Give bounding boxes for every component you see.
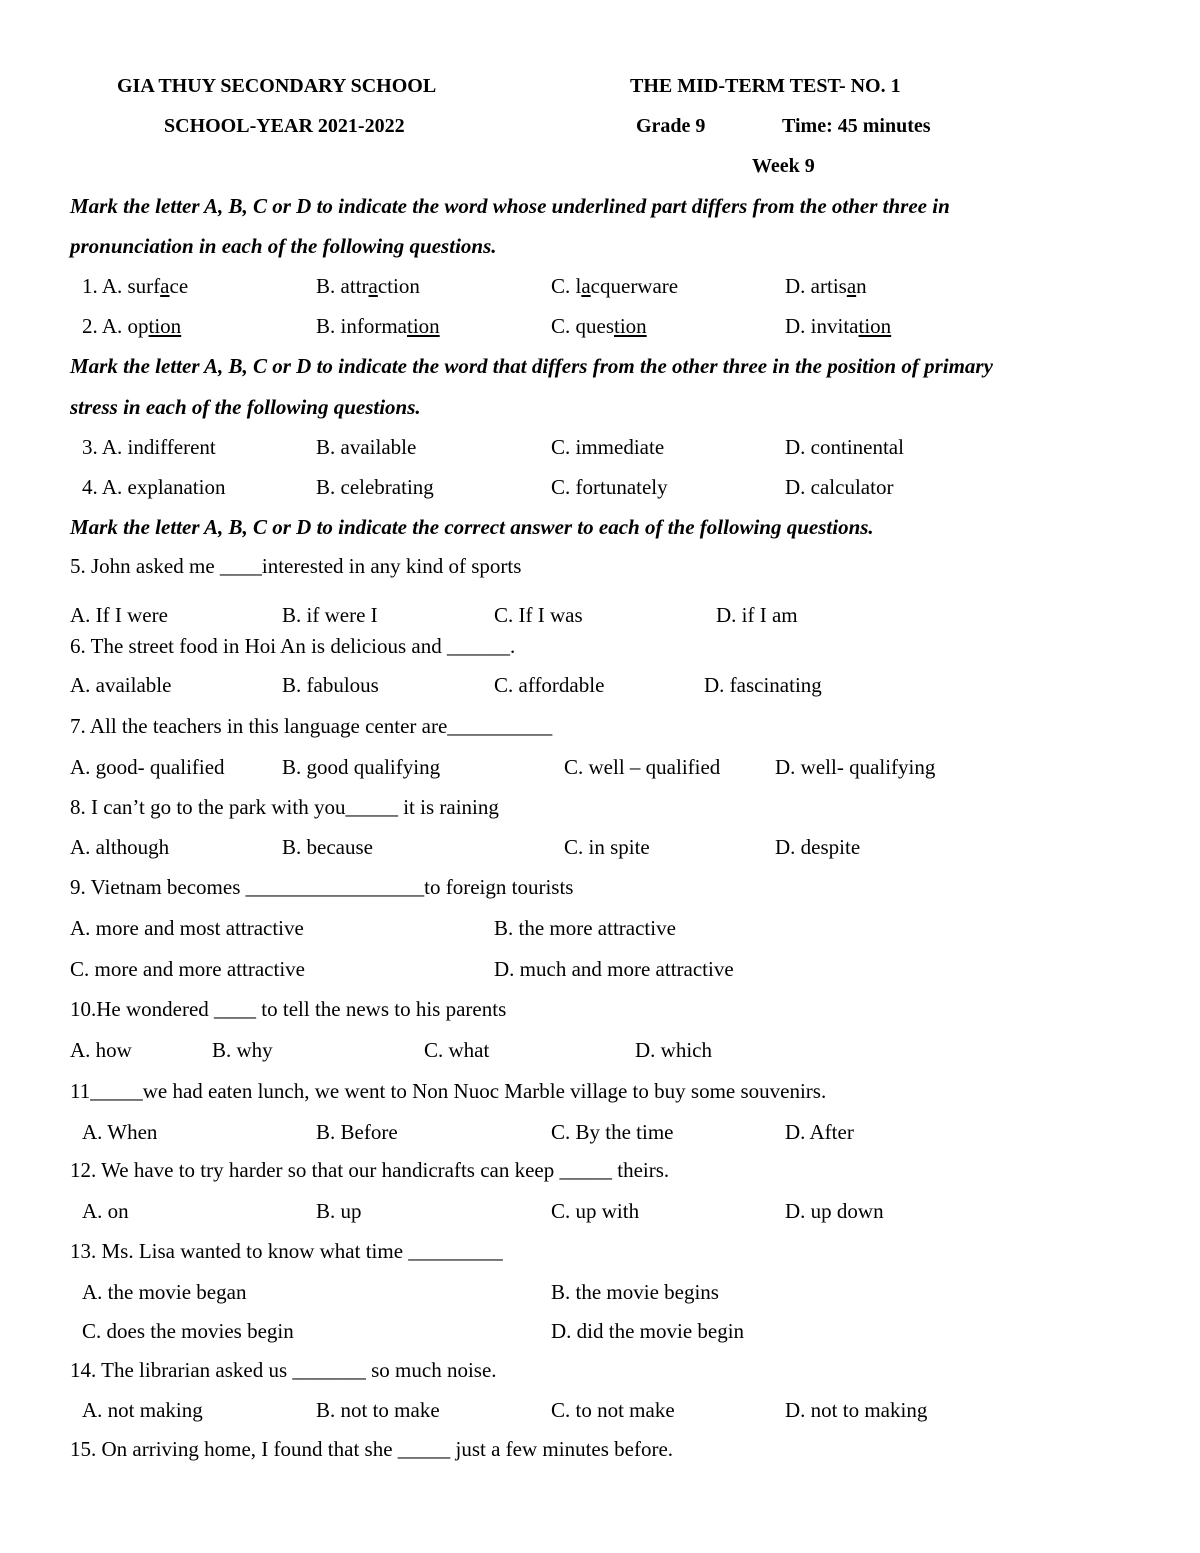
- q12-option-a: A. on: [82, 1199, 129, 1223]
- q2-option-d: D. invitation: [785, 314, 892, 338]
- stress-instruction-cont: stress in each of the following questions.: [70, 395, 421, 419]
- q12-option-d: D. up down: [785, 1199, 884, 1223]
- q9-option-b: B. the more attractive: [494, 916, 676, 940]
- q10-stem: 10.He wondered ____ to tell the news to his parents: [70, 997, 507, 1021]
- q5-option-b: B. if were I: [282, 603, 378, 627]
- q3-option-b: B. available: [316, 435, 417, 459]
- q13-option-b: B. the movie begins: [551, 1280, 719, 1304]
- q6-stem: 6. The street food in Hoi An is delicious and ______.: [70, 634, 516, 658]
- q13-option-d: D. did the movie begin: [551, 1319, 745, 1343]
- q8-option-b: B. because: [282, 835, 373, 859]
- q14-option-a: A. not making: [82, 1398, 203, 1422]
- q9-option-c: C. more and more attractive: [70, 957, 305, 981]
- q9-stem: 9. Vietnam becomes _________________to foreign tourists: [70, 875, 574, 899]
- q10-option-c: C. what: [424, 1038, 490, 1062]
- q12-option-b: B. up: [316, 1199, 362, 1223]
- q15-stem: 15. On arriving home, I found that she _____ just a few minutes before.: [70, 1437, 674, 1461]
- grade: Grade 9: [636, 115, 706, 137]
- q14-option-b: B. not to make: [316, 1398, 440, 1422]
- stress-instruction: Mark the letter A, B, C or D to indicate the word that differs from the other three in the position of primary: [70, 354, 993, 378]
- q1-option-d: D. artisan: [785, 274, 867, 298]
- q7-option-a: A. good- qualified: [70, 755, 225, 779]
- pronunciation-instruction-cont: pronunciation in each of the following questions.: [70, 234, 497, 258]
- q12-option-c: C. up with: [551, 1199, 640, 1223]
- q9-option-d: D. much and more attractive: [494, 957, 734, 981]
- q14-option-d: D. not to making: [785, 1398, 928, 1422]
- q8-option-d: D. despite: [775, 835, 861, 859]
- q3-option-c: C. immediate: [551, 435, 665, 459]
- q1-option-b: B. attraction: [316, 274, 420, 298]
- q10-option-a: A. how: [70, 1038, 132, 1062]
- q5-stem: 5. John asked me ____interested in any kind of sports: [70, 554, 522, 578]
- q4-option-b: B. celebrating: [316, 475, 434, 499]
- q10-option-b: B. why: [212, 1038, 273, 1062]
- q13-option-a: A. the movie began: [82, 1280, 247, 1304]
- q3-option-a: 3. A. indifferent: [82, 435, 216, 459]
- q4-option-a: 4. A. explanation: [82, 475, 226, 499]
- school-year: SCHOOL-YEAR 2021-2022: [164, 115, 405, 137]
- q2-option-a: 2. A. option: [82, 314, 182, 338]
- correct-answer-instruction: Mark the letter A, B, C or D to indicate the correct answer to each of the following questions.: [70, 515, 874, 539]
- q11-stem: 11_____we had eaten lunch, we went to Non Nuoc Marble village to buy some souvenirs.: [70, 1079, 827, 1103]
- pronunciation-instruction: Mark the letter A, B, C or D to indicate the word whose underlined part differs from the other three in: [70, 194, 950, 218]
- q13-stem: 13. Ms. Lisa wanted to know what time _________: [70, 1239, 503, 1263]
- time-limit: Time: 45 minutes: [782, 115, 931, 137]
- q1-option-c: C. lacquerware: [551, 274, 679, 298]
- q8-stem: 8. I can’t go to the park with you_____ it is raining: [70, 795, 499, 819]
- q2-option-c: C. question: [551, 314, 647, 338]
- q6-option-d: D. fascinating: [704, 673, 822, 697]
- week: Week 9: [752, 155, 815, 177]
- q1-option-a: 1. A. surface: [82, 274, 189, 298]
- q5-option-d: D. if I am: [716, 603, 798, 627]
- test-title: THE MID-TERM TEST- NO. 1: [630, 75, 901, 97]
- q14-stem: 14. The librarian asked us _______ so much noise.: [70, 1358, 497, 1382]
- q2-option-b: B. information: [316, 314, 440, 338]
- q6-option-a: A. available: [70, 673, 172, 697]
- q8-option-a: A. although: [70, 835, 170, 859]
- q5-option-a: A. If I were: [70, 603, 168, 627]
- q7-option-d: D. well- qualifying: [775, 755, 936, 779]
- q7-stem: 7. All the teachers in this language center are__________: [70, 714, 553, 738]
- q14-option-c: C. to not make: [551, 1398, 675, 1422]
- q7-option-b: B. good qualifying: [282, 755, 441, 779]
- q6-option-b: B. fabulous: [282, 673, 379, 697]
- q4-option-c: C. fortunately: [551, 475, 668, 499]
- q13-option-c: C. does the movies begin: [82, 1319, 294, 1343]
- q11-option-a: A. When: [82, 1120, 158, 1144]
- school-name: GIA THUY SECONDARY SCHOOL: [117, 75, 437, 97]
- q9-option-a: A. more and most attractive: [70, 916, 304, 940]
- q10-option-d: D. which: [635, 1038, 712, 1062]
- q11-option-b: B. Before: [316, 1120, 398, 1144]
- q12-stem: 12. We have to try harder so that our handicrafts can keep _____ theirs.: [70, 1158, 670, 1182]
- q11-option-d: D. After: [785, 1120, 854, 1144]
- q4-option-d: D. calculator: [785, 475, 894, 499]
- q3-option-d: D. continental: [785, 435, 904, 459]
- q11-option-c: C. By the time: [551, 1120, 674, 1144]
- q6-option-c: C. affordable: [494, 673, 605, 697]
- q7-option-c: C. well – qualified: [564, 755, 721, 779]
- q8-option-c: C. in spite: [564, 835, 650, 859]
- q5-option-c: C. If I was: [494, 603, 583, 627]
